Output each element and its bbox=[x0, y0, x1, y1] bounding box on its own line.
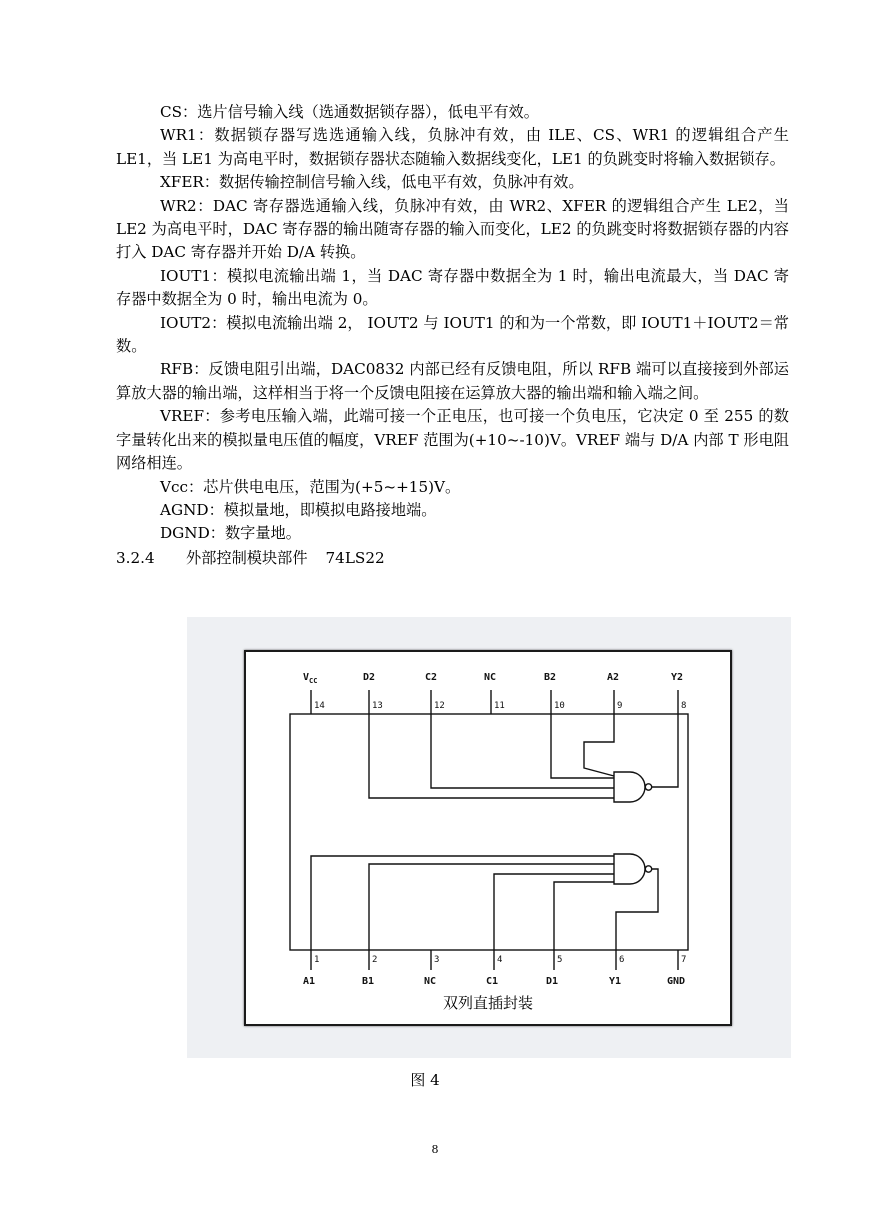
pin-number-2: 2 bbox=[372, 955, 378, 965]
page-number: 8 bbox=[431, 1143, 439, 1156]
paragraph-cs: CS：选片信号输入线（选通数据锁存器），低电平有效。 bbox=[160, 103, 539, 121]
section-heading bbox=[116, 546, 789, 570]
pin-label-nc-top: NC bbox=[484, 672, 497, 683]
pin-label-c1: C1 bbox=[486, 976, 499, 987]
paragraph-vcc: Vcc：芯片供电电压，范围为(+5~+15)V。 bbox=[160, 477, 461, 496]
paragraph-wr2: WR2：DAC 寄存器选通输入线，负脉冲有效，由 WR2、XFER 的逻辑组合产生 LE2，当 LE2 为高电平时，DAC 寄存器的输出随寄存器的输入而变化，LE2 的负跳变时将数据锁存器的内容打入 DAC 寄存器并开始 D/A 转换。 bbox=[116, 196, 789, 262]
section-title: 外部控制模块部件 bbox=[186, 548, 308, 567]
pin-number-1: 1 bbox=[314, 955, 320, 965]
body-text bbox=[116, 101, 789, 570]
pin-number-6: 6 bbox=[619, 955, 625, 965]
paragraph-iout1: IOUT1：模拟电流输出端 1，当 DAC 寄存器中数据全为 1 时，输出电流最大，当 DAC 寄存器中数据全为 0 时，输出电流为 0。 bbox=[116, 266, 789, 309]
package-label: 双列直插封装 bbox=[442, 994, 533, 1012]
nand-gate-2 bbox=[614, 772, 645, 802]
paragraph-vref: VREF：参考电压输入端，此端可接一个正电压，也可接一个负电压，它决定 0 至 255 的数字量转化出来的模拟量电压值的幅度，VREF 范围为(+10~-10)V。VREF 端与 D/A 内部 T 形电阻网络相连。 bbox=[116, 407, 789, 473]
figure-caption: 图 4 bbox=[410, 1071, 440, 1089]
pin-label-d2: D2 bbox=[363, 672, 376, 683]
pin-label-gnd: GND bbox=[667, 976, 686, 987]
pin-label-y2: Y2 bbox=[671, 672, 684, 683]
pin-label-a1: A1 bbox=[303, 976, 316, 987]
pin-number-11: 11 bbox=[494, 701, 505, 711]
pin-label-b2: B2 bbox=[544, 672, 557, 683]
paragraph-xfer: XFER：数据传输控制信号输入线，低电平有效，负脉冲有效。 bbox=[160, 173, 584, 192]
pin-label-c2: C2 bbox=[425, 672, 438, 683]
pin-number-7: 7 bbox=[681, 955, 687, 965]
paragraph-dgnd: DGND：数字量地。 bbox=[160, 524, 301, 543]
pin-label-nc-bottom: NC bbox=[424, 976, 437, 987]
paragraph-agnd: AGND：模拟量地，即模拟电路接地端。 bbox=[160, 500, 437, 519]
pin-number-12: 12 bbox=[434, 701, 445, 711]
pin-number-8: 8 bbox=[681, 701, 687, 711]
pin-label-vcc: $V_{CC}$ bbox=[303, 672, 318, 685]
section-number: 3.2.4 bbox=[116, 548, 155, 567]
nand-gate-1 bbox=[614, 854, 645, 884]
schematic-svg bbox=[246, 652, 730, 1024]
pin-number-14: 14 bbox=[314, 701, 325, 711]
pin-number-13: 13 bbox=[372, 701, 383, 711]
pin-label-y1: Y1 bbox=[609, 976, 622, 987]
pin-label-a2: A2 bbox=[607, 672, 620, 683]
section-part: 74LS22 bbox=[325, 548, 385, 567]
chip-body bbox=[290, 714, 688, 950]
paragraph-wr1: WR1：数据锁存器写选选通输入线，负脉冲有效，由 ILE、CS、WR1 的逻辑组合产生 LE1，当 LE1 为高电平时，数据锁存器状态随输入数据线变化，LE1 的负跳变时将输入数据锁存。 bbox=[116, 126, 789, 168]
paragraph-iout2: IOUT2：模拟电流输出端 2， IOUT2 与 IOUT1 的和为一个常数，即 IOUT1＋IOUT2＝常数。 bbox=[116, 313, 789, 356]
paragraph-rfb: RFB：反馈电阻引出端，DAC0832 内部已经有反馈电阻，所以 RFB 端可以直接接到外部运算放大器的输出端，这样相当于将一个反馈电阻接在运算放大器的输出端和输入端之间。 bbox=[116, 360, 789, 402]
pin-number-4: 4 bbox=[497, 955, 503, 965]
pin-label-b1: B1 bbox=[362, 976, 375, 987]
pinout-diagram bbox=[244, 650, 732, 1026]
pin-number-5: 5 bbox=[557, 955, 563, 965]
pin-number-9: 9 bbox=[617, 701, 623, 711]
pin-label-d1: D1 bbox=[546, 976, 559, 987]
pin-number-3: 3 bbox=[434, 955, 440, 965]
pin-number-10: 10 bbox=[554, 701, 565, 711]
